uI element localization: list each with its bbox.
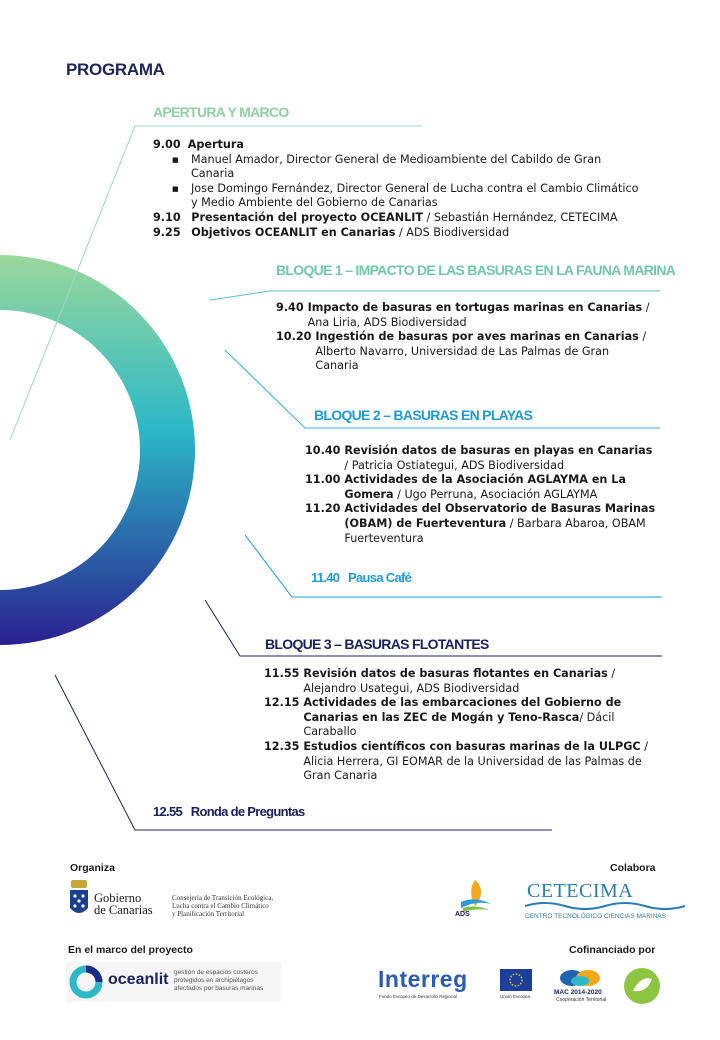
apertura-bullets — [153, 153, 643, 211]
interreg-logo: Interreg Fondo Europeo de Desarrollo Regional Unión Europea — [378, 966, 531, 999]
agenda-item: 11.00 Actividades de la Asociación AGLAYMA en La Gomera / Ugo Perruna, Asociación AGLAYMA — [305, 473, 626, 501]
apertura-block — [153, 138, 643, 240]
section-title-bloque3: BLOQUE 3 – BASURAS FLOTANTES — [265, 636, 489, 652]
agenda-item: 11.55 Revisión datos de basuras flotantes en Canarias / Alejandro Usategui, ADS Biodiversidad — [264, 667, 616, 695]
organiza-label: Organiza — [70, 862, 115, 874]
cofinanciado-label: Cofinanciado por — [569, 944, 656, 956]
eu-flag-icon — [500, 969, 532, 991]
wave-icon — [525, 900, 690, 912]
oceanlit-desc: gestión de espacios costeros protegidos en archipiélagos afectados por basuras marinas — [174, 969, 264, 992]
agenda-item: 9.40 Impacto de basuras en tortugas marinas en Canarias / Ana Liria, ADS Biodiversidad — [276, 301, 650, 329]
mac-circles-icon — [558, 967, 608, 989]
page-title: PROGRAMA — [66, 60, 165, 79]
agenda-item: 9.25 Objetivos OCEANLIT en Canarias / ADS Biodiversidad — [153, 225, 510, 239]
bullet-item: ■ Jose Domingo Fernández, Director General de Lucha contra el Cambio Climático y Medio Ambiente del Gobierno de Canarias — [153, 182, 643, 211]
agenda-item: 9.10 Presentación del proyecto OCEANLIT / Sebastián Hernández, CETECIMA — [153, 210, 618, 224]
marco-label: En el marco del proyecto — [68, 944, 193, 956]
section-title-apertura: APERTURA Y MARCO — [153, 104, 289, 120]
consejeria-text: Consejería de Transición Ecológica, Lucha contra el Cambio Climático y Planificación Territorial — [172, 894, 274, 918]
pause-item: 11.40 Pausa Café — [311, 570, 412, 585]
closing-item: 12.55 Ronda de Preguntas — [153, 804, 305, 819]
agenda-item: 11.20 Actividades del Observatorio de Basuras Marinas (OBAM) de Fuerteventura / Barbara Abaroa, OBAM Fuerteventura — [305, 502, 656, 545]
agenda-item: 10.40 Revisión datos de basuras en playas en Canarias / Patricia Ostiategui, ADS Biodiversidad — [305, 444, 653, 472]
ads-leaf-icon — [457, 878, 493, 914]
gobierno-canarias-logo — [68, 880, 288, 922]
agenda-item: 10.20 Ingestión de basuras por aves marinas en Canarias / Alberto Navarro, Universidad de Las Palmas de Gran Canaria — [276, 330, 647, 373]
cetecima-logo: CETECIMA CENTRO TECNOLÓGICO CIENCIAS MARINAS — [525, 880, 690, 924]
ads-logo: ADS — [455, 878, 495, 922]
green-leaf-logo — [623, 967, 661, 1005]
section-title-bloque1: BLOQUE 1 – IMPACTO DE LAS BASURAS EN LA FAUNA MARINA — [276, 262, 676, 278]
mac-logo: MAC 2014-2020 Cooperación Territorial — [552, 965, 614, 1005]
coat-of-arms-icon — [68, 880, 90, 920]
gobierno-text: Gobierno de Canarias — [94, 891, 153, 917]
agenda-item: 12.35 Estudios científicos con basuras marinas de la ULPGC / Alicia Herrera, GI EOMAR de la Universidad de las Palmas de Gran Canaria — [264, 739, 648, 783]
section-title-bloque2: BLOQUE 2 – BASURAS EN PLAYAS — [314, 407, 533, 423]
oceanlit-logo: oceanlit gestión de espacios costeros protegidos en archipiélagos afectados por basuras marinas — [66, 962, 281, 1002]
bloque3-block — [264, 667, 654, 784]
bloque1-block — [276, 301, 651, 374]
agenda-item: 12.15 Actividades de las embarcaciones del Gobierno de Canarias en las ZEC de Mogán y Teno-Rasca/ Dácil Caraballo — [264, 696, 622, 739]
agenda-item: 9.00 Apertura — [153, 138, 244, 151]
oceanlit-ring-icon — [68, 964, 104, 1000]
colabora-label: Colabora — [610, 862, 656, 874]
bloque2-block — [305, 444, 657, 546]
bullet-item: ■ Manuel Amador, Director General de Medioambiente del Cabildo de Gran Canaria — [153, 153, 643, 182]
